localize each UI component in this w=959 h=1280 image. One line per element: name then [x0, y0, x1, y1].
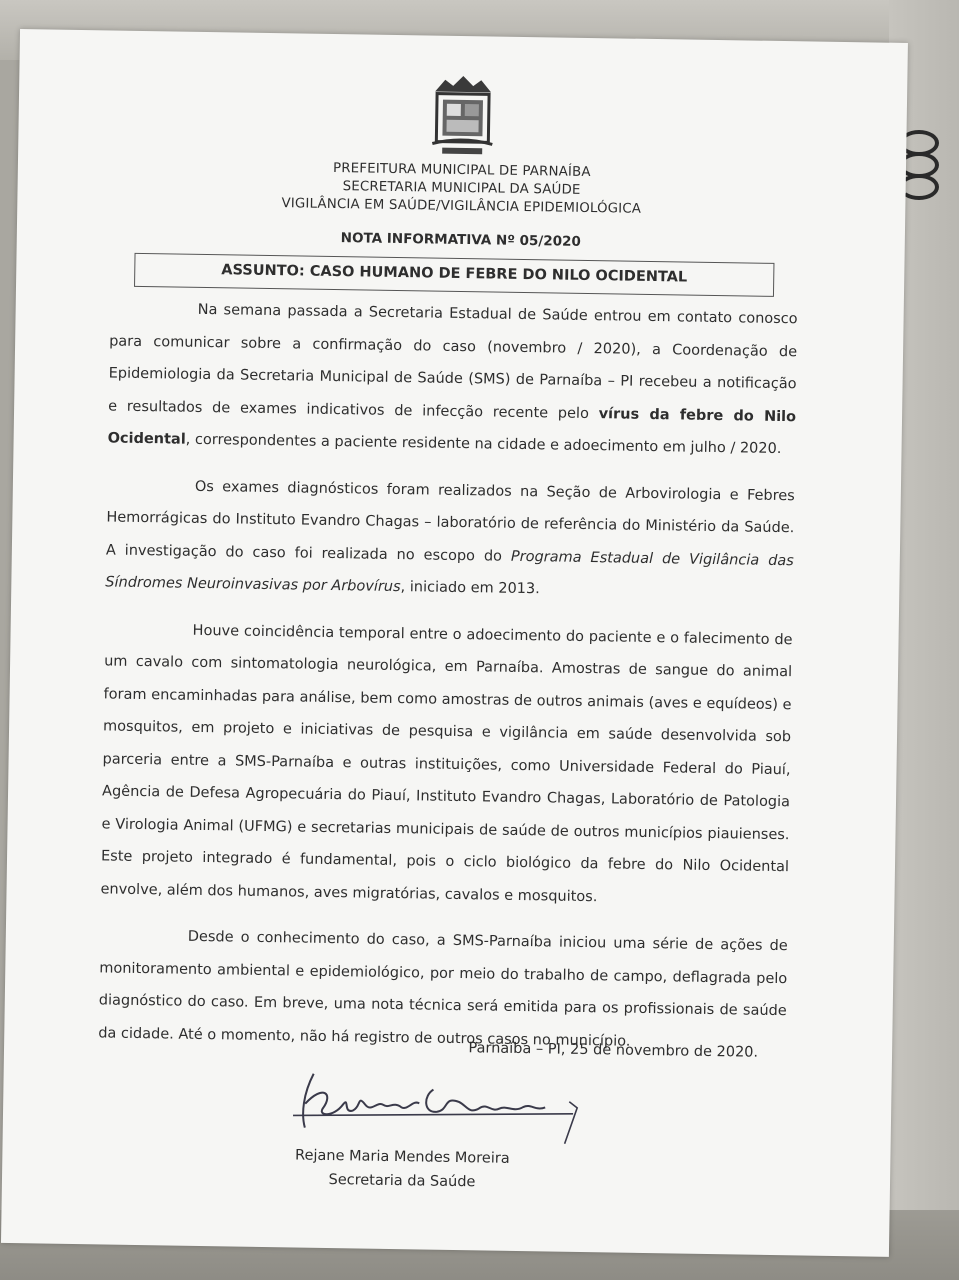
- subject-box: [134, 253, 774, 297]
- coat-of-arms-icon: [430, 73, 495, 158]
- paragraph-1-bold: vírus da febre do Nilo Ocidental: [107, 405, 797, 448]
- paragraph-1: [107, 292, 797, 465]
- institution-header: [17, 155, 906, 223]
- handwritten-signature: [273, 1063, 594, 1148]
- document-page: [1, 29, 908, 1257]
- paragraph-4: Desde o conhecimento do caso, a SMS-Parnaíba iniciou uma série de ações de monitoramento ambiental e epidemiológico, por meio do trabalho de campo, deflagrada pelo diagnóstico do caso. Em breve, uma nota técnica será emitida para os profissionais de saúde da cidade. Até o momento, não há registro de outros casos no município.: [98, 928, 788, 1050]
- paragraph-1-end: , correspondentes a paciente residente na cidade e adoecimento em julho / 2020.: [185, 431, 782, 458]
- paragraph-2-text: Os exames diagnósticos foram realizados na Seção de Arbovirologia e Febres Hemorrágicas do Instituto Evandro Chagas – laboratório de referência do Ministério da Saúde. A investigação do caso foi realizada no escopo do: [105, 478, 795, 565]
- signer-name: Rejane Maria Mendes Moreira: [294, 1147, 510, 1167]
- note-title: NOTA INFORMATIVA Nº 05/2020: [340, 230, 581, 250]
- paragraph-3: Houve coincidência temporal entre o adoecimento do paciente e o falecimento de um cavalo com sintomatologia neurológica, em Parnaíba. Amostras de sangue do animal foram encaminhadas para análise, bem como amostras de outros animais (aves e equídeos) e mosquitos, em projeto e iniciativas de pesquisa e vigilância em saúde desenvolvida sob parceria entre a SMS-Parnaíba e outras instituições, como Universidade Federal do Piauí, Agência de Defesa Agropecuária do Piauí, Instituto Evandro Chagas, Laboratório de Patologia e Virologia Animal (UFMG) e secretarias municipais de saúde de outros municípios piauienses. Este projeto integrado é fundamental, pois o ciclo biológico da febre do Nilo Ocidental envolve, além dos humanos, aves migratórias, cavalos e mosquitos.: [100, 622, 793, 905]
- document-body: [98, 292, 798, 1060]
- date-line: Parnaíba – PI, 25 de novembro de 2020.: [468, 1040, 759, 1061]
- subject-text: ASSUNTO: CASO HUMANO DE FEBRE DO NILO OCIDENTAL: [221, 262, 688, 286]
- paragraph-2-end: , iniciado em 2013.: [400, 579, 540, 598]
- signer-block: [272, 1143, 533, 1195]
- paragraph-1-text: Na semana passada a Secretaria Estadual de Saúde entrou em contato conosco para comunicar sobre a confirmação do caso (novembro / 2020), a Coordenação de Epidemiologia da Secretaria Municipal de Saúde (SMS) de Parnaíba – PI recebeu a notificação e resultados de exames indicativos de infecção recente pelo: [108, 301, 798, 422]
- header-line-3: VIGILÂNCIA EM SAÚDE/VIGILÂNCIA EPIDEMIOLÓGICA: [281, 196, 642, 217]
- signer-role: Secretaria da Saúde: [328, 1172, 476, 1191]
- header-line-1: PREFEITURA MUNICIPAL DE PARNAÍBA: [332, 160, 591, 181]
- paragraph-2: [105, 469, 795, 610]
- paragraph-2-italic: Programa Estadual de Vigilância das Síndromes Neuroinvasivas por Arbovírus: [105, 548, 794, 596]
- header-line-2: SECRETARIA MUNICIPAL DA SAÚDE: [342, 179, 581, 198]
